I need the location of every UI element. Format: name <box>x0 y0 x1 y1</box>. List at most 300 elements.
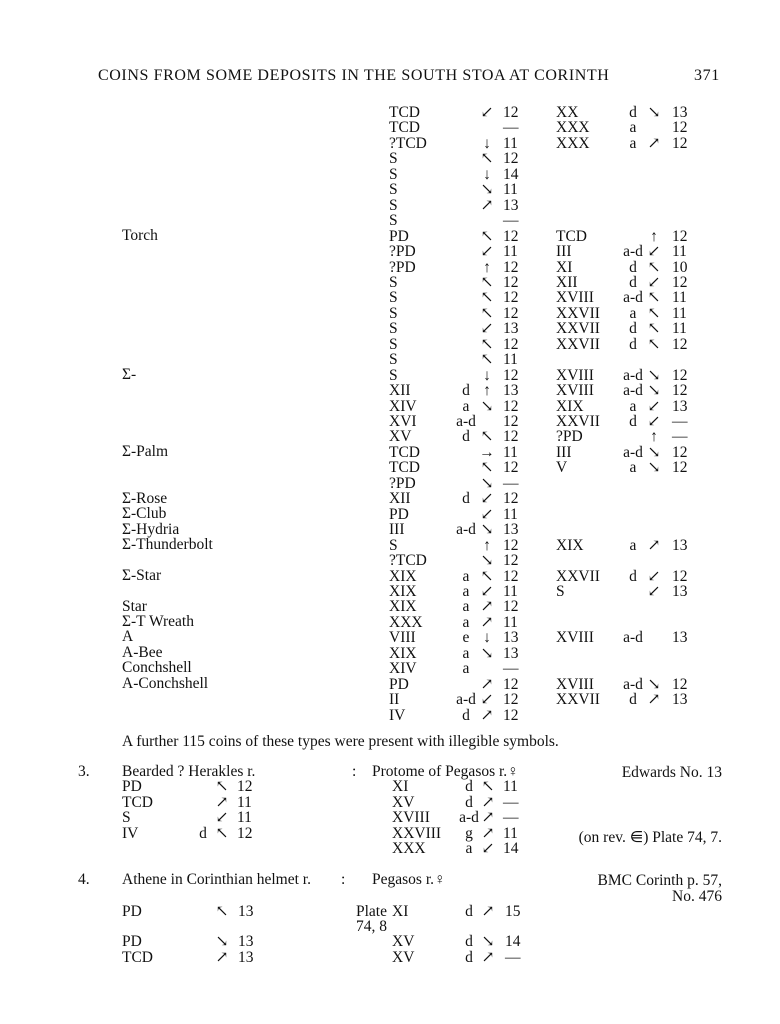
right-entry-state: a-d <box>623 382 643 399</box>
right-entry-die: XXVII <box>556 413 600 430</box>
left-entry-state: d <box>462 707 470 724</box>
right-entry-die: XVIII <box>556 382 594 399</box>
left-entry-value: 12 <box>503 289 519 306</box>
type-label-torch: Torch <box>122 227 158 244</box>
entry-3-reverse-value: 11 <box>503 778 518 795</box>
entry-4-obverse-title: Athene in Corinthian helmet r. <box>122 871 311 888</box>
entry-3-obverse-die: S <box>122 809 131 826</box>
right-entry-axis-arrow-icon: ↖ <box>647 259 661 276</box>
left-entry-axis-arrow-icon: ↙ <box>480 506 494 523</box>
left-entry-die: S <box>389 274 398 291</box>
entry-4-obverse-value: 13 <box>238 903 254 920</box>
left-entry-value: 11 <box>503 243 518 260</box>
right-entry-axis-arrow-icon: ↙ <box>647 568 661 585</box>
entry-4-obverse-axis-arrow-icon: ↘ <box>215 933 229 950</box>
left-entry-die: S <box>389 351 398 368</box>
entry-4-separator: : <box>341 871 346 888</box>
right-entry-state: a <box>629 135 637 152</box>
left-entry-axis-arrow-icon: ↗ <box>480 197 494 214</box>
left-entry-die: XIX <box>389 645 417 662</box>
right-entry-axis-arrow-icon: ↖ <box>647 320 661 337</box>
left-entry-die: S <box>389 289 398 306</box>
entry-4-reverse-axis-arrow-icon: ↗ <box>481 903 495 920</box>
right-entry-axis-arrow-icon: ↗ <box>647 537 661 554</box>
entry-4-obverse-die: PD <box>122 933 142 950</box>
entry-4-reverse-die: XV <box>392 933 415 950</box>
right-entry-axis-arrow-icon: ↘ <box>647 676 661 693</box>
left-entry-axis-arrow-icon: ↘ <box>480 521 494 538</box>
type-label-a-conchshell: A-Conchshell <box>122 675 209 692</box>
type-label-sigma-star: Σ-Star <box>122 567 162 584</box>
right-entry-axis-arrow-icon: ↘ <box>647 459 661 476</box>
left-entry-axis-arrow-icon: ↗ <box>480 676 494 693</box>
right-entry-state: d <box>629 568 637 585</box>
right-entry-value: 13 <box>672 537 688 554</box>
right-entry-value: 11 <box>672 305 687 322</box>
right-entry-die: XI <box>556 259 573 276</box>
left-entry-state: a <box>462 614 470 631</box>
left-entry-die: XIV <box>389 660 417 677</box>
left-entry-die: S <box>389 197 398 214</box>
running-title: COINS FROM SOME DEPOSITS IN THE SOUTH STOA AT CORINTH <box>98 67 610 84</box>
right-entry-value: 12 <box>672 274 688 291</box>
left-entry-value: 11 <box>503 135 518 152</box>
left-entry-axis-arrow-icon: ↙ <box>480 104 494 121</box>
left-entry-value: 12 <box>503 150 519 167</box>
entry-4-obverse-die: PD <box>122 903 142 920</box>
left-entry-die: TCD <box>389 444 420 461</box>
left-entry-die: ?PD <box>389 243 416 260</box>
type-label-sigma-club: Σ-Club <box>122 505 167 522</box>
right-entry-state: a-d <box>623 444 643 461</box>
right-entry-value: 13 <box>672 583 688 600</box>
left-entry-value: 11 <box>503 351 518 368</box>
left-entry-die: PD <box>389 506 409 523</box>
left-entry-value: 13 <box>503 629 519 646</box>
left-entry-axis-arrow-icon: → <box>479 444 495 461</box>
left-entry-die: S <box>389 320 398 337</box>
left-entry-axis-arrow-icon: ↖ <box>480 150 494 167</box>
entry-4-reverse-value: 15 <box>505 903 521 920</box>
entry-3-reverse-die: XVIII <box>392 809 430 826</box>
right-entry-state: a <box>629 398 637 415</box>
left-entry-value: — <box>503 119 519 136</box>
right-entry-axis-arrow-icon: ↗ <box>647 691 661 708</box>
type-label-a: A <box>122 628 134 645</box>
table-footnote: A further 115 coins of these types were present with illegible symbols. <box>122 733 559 750</box>
type-label-star: Star <box>122 598 147 615</box>
entry-4-reference-line-2: No. 476 <box>672 888 722 905</box>
left-entry-value: 12 <box>503 274 519 291</box>
left-entry-axis-arrow-icon: ↑ <box>483 382 491 399</box>
left-entry-axis-arrow-icon: ↓ <box>483 367 491 384</box>
left-entry-value: 12 <box>503 459 519 476</box>
entry-3-obverse-die: IV <box>122 825 139 842</box>
entry-3-reverse-value: — <box>503 809 519 826</box>
right-entry-state: a-d <box>623 367 643 384</box>
right-entry-value: 12 <box>672 459 688 476</box>
entry-4-plate-number: 74, 8 <box>356 918 387 935</box>
right-entry-die: ?PD <box>556 428 583 445</box>
right-entry-value: 12 <box>672 444 688 461</box>
entry-3-reverse-value: 14 <box>503 840 519 857</box>
right-entry-axis-arrow-icon: ↘ <box>647 367 661 384</box>
entry-4-reverse-axis-arrow-icon: ↘ <box>481 933 495 950</box>
right-entry-die: XX <box>556 104 579 121</box>
left-entry-die: XIX <box>389 598 417 615</box>
entry-3-reverse-title: Protome of Pegasos r.♀ <box>372 763 519 780</box>
right-entry-value: — <box>672 413 688 430</box>
left-entry-axis-arrow-icon: ↗ <box>480 707 494 724</box>
entry-4-reverse-state: d <box>465 949 473 966</box>
left-entry-die: XII <box>389 382 411 399</box>
entry-3-reverse-die: XXVIII <box>392 825 442 842</box>
right-entry-die: XXX <box>556 119 590 136</box>
type-label-conchshell: Conchshell <box>122 659 192 676</box>
type-label-sigma-thunderbolt: Σ-Thunderbolt <box>122 536 213 553</box>
right-entry-state: d <box>629 259 637 276</box>
left-entry-die: XII <box>389 490 411 507</box>
left-entry-die: PD <box>389 228 409 245</box>
left-entry-value: 13 <box>503 521 519 538</box>
left-entry-value: 11 <box>503 506 518 523</box>
entry-4-obverse-axis-arrow-icon: ↖ <box>215 903 229 920</box>
right-entry-axis-arrow-icon: ↑ <box>650 428 658 445</box>
left-entry-die: ?PD <box>389 475 416 492</box>
left-entry-axis-arrow-icon: ↘ <box>480 552 494 569</box>
entry-3-reverse-axis-arrow-icon: ↖ <box>481 778 495 795</box>
left-entry-axis-arrow-icon: ↙ <box>480 583 494 600</box>
left-entry-die: S <box>389 150 398 167</box>
right-entry-state: a-d <box>623 676 643 693</box>
entry-3-plate-note: (on rev. ⋹) Plate 74, 7. <box>578 829 722 846</box>
left-entry-die: IV <box>389 707 406 724</box>
right-entry-value: 11 <box>672 289 687 306</box>
right-entry-axis-arrow-icon: ↙ <box>647 243 661 260</box>
left-entry-axis-arrow-icon: ↗ <box>480 614 494 631</box>
right-entry-die: III <box>556 243 572 260</box>
entry-3-reverse-die: XV <box>392 794 415 811</box>
left-entry-axis-arrow-icon: ↘ <box>480 398 494 415</box>
left-entry-value: 12 <box>503 552 519 569</box>
left-entry-state: d <box>462 382 470 399</box>
entry-3-obverse-value: 12 <box>237 825 253 842</box>
right-entry-state: d <box>629 413 637 430</box>
left-entry-value: 13 <box>503 382 519 399</box>
left-entry-die: TCD <box>389 459 420 476</box>
right-entry-die: XXVII <box>556 336 600 353</box>
left-entry-axis-arrow-icon: ↖ <box>480 428 494 445</box>
right-entry-value: 12 <box>672 336 688 353</box>
right-entry-value: 12 <box>672 119 688 136</box>
right-entry-die: XVIII <box>556 676 594 693</box>
right-entry-die: XVIII <box>556 289 594 306</box>
right-entry-die: XXX <box>556 135 590 152</box>
right-entry-value: — <box>672 428 688 445</box>
left-entry-die: ?TCD <box>389 135 427 152</box>
left-entry-value: 12 <box>503 413 519 430</box>
entry-4-plate-label: Plate <box>356 903 387 920</box>
right-entry-value: 12 <box>672 676 688 693</box>
left-entry-value: 13 <box>503 645 519 662</box>
left-entry-die: PD <box>389 676 409 693</box>
left-entry-axis-arrow-icon: ↖ <box>480 336 494 353</box>
left-entry-value: 12 <box>503 598 519 615</box>
entry-3-reverse-state: g <box>465 825 473 842</box>
type-label-sigma-hydria: Σ-Hydria <box>122 521 180 538</box>
left-entry-state: d <box>462 428 470 445</box>
left-entry-value: 11 <box>503 583 518 600</box>
right-entry-die: XXVII <box>556 568 600 585</box>
entry-3-reverse-state: a <box>465 840 473 857</box>
right-entry-axis-arrow-icon: ↑ <box>650 228 658 245</box>
left-entry-axis-arrow-icon: ↙ <box>480 691 494 708</box>
left-entry-axis-arrow-icon: ↑ <box>483 259 491 276</box>
right-entry-value: 13 <box>672 629 688 646</box>
entry-4-number: 4. <box>78 871 90 888</box>
entry-3-reference: Edwards No. 13 <box>621 764 722 781</box>
right-entry-die: XVIII <box>556 629 594 646</box>
left-entry-value: 12 <box>503 367 519 384</box>
type-label-a-bee: A-Bee <box>122 644 163 661</box>
entry-3-reverse-axis-arrow-icon: ↙ <box>481 840 495 857</box>
right-entry-die: XIX <box>556 537 584 554</box>
left-entry-die: S <box>389 336 398 353</box>
left-entry-die: XIX <box>389 583 417 600</box>
left-entry-value: 12 <box>503 428 519 445</box>
right-entry-value: 12 <box>672 228 688 245</box>
entry-3-obverse-axis-arrow-icon: ↖ <box>215 825 229 842</box>
left-entry-state: a <box>462 583 470 600</box>
left-entry-value: 14 <box>503 166 519 183</box>
left-entry-value: 12 <box>503 707 519 724</box>
right-entry-die: XII <box>556 274 578 291</box>
entry-3-obverse-value: 11 <box>237 794 252 811</box>
entry-3-reverse-state: d <box>465 794 473 811</box>
right-entry-state: a <box>629 119 637 136</box>
right-entry-value: 12 <box>672 568 688 585</box>
type-label-sigma-rose: Σ-Rose <box>122 490 168 507</box>
left-entry-value: 11 <box>503 444 518 461</box>
entry-3-reverse-state: a-d <box>459 809 479 826</box>
entry-3-obverse-value: 11 <box>237 809 252 826</box>
left-entry-axis-arrow-icon: ↖ <box>480 228 494 245</box>
left-entry-state: a <box>462 398 470 415</box>
right-entry-axis-arrow-icon: ↙ <box>647 413 661 430</box>
right-entry-value: 13 <box>672 398 688 415</box>
page-number: 371 <box>694 67 720 84</box>
entry-4-reverse-die: XI <box>392 903 409 920</box>
right-entry-value: 13 <box>672 691 688 708</box>
left-entry-axis-arrow-icon: ↖ <box>480 351 494 368</box>
right-entry-value: 11 <box>672 320 687 337</box>
right-entry-state: d <box>629 274 637 291</box>
right-entry-die: XIX <box>556 398 584 415</box>
left-entry-die: S <box>389 367 398 384</box>
right-entry-state: a-d <box>623 629 643 646</box>
right-entry-value: 10 <box>672 259 688 276</box>
type-label-sigma-palm: Σ-Palm <box>122 443 169 460</box>
right-entry-state: a-d <box>623 243 643 260</box>
left-entry-value: 11 <box>503 614 518 631</box>
entry-3-obverse-axis-arrow-icon: ↙ <box>215 809 229 826</box>
entry-3-obverse-die: PD <box>122 778 142 795</box>
entry-3-reverse-axis-arrow-icon: ↗ <box>481 809 495 826</box>
left-entry-die: S <box>389 537 398 554</box>
type-label-sigma: Σ- <box>122 366 137 383</box>
left-entry-die: S <box>389 212 398 229</box>
entry-3-reverse-state: d <box>465 778 473 795</box>
left-entry-state: d <box>462 490 470 507</box>
right-entry-axis-arrow-icon: ↖ <box>647 336 661 353</box>
left-entry-axis-arrow-icon: ↗ <box>480 598 494 615</box>
left-entry-value: 12 <box>503 537 519 554</box>
right-entry-die: XXVII <box>556 691 600 708</box>
right-entry-value: 11 <box>672 243 687 260</box>
entry-3-separator: : <box>352 763 357 780</box>
left-entry-state: e <box>462 629 470 646</box>
right-entry-axis-arrow-icon: ↘ <box>647 104 661 121</box>
left-entry-axis-arrow-icon: ↙ <box>480 320 494 337</box>
left-entry-state: a <box>462 568 470 585</box>
left-entry-axis-arrow-icon: ↘ <box>480 181 494 198</box>
right-entry-state: a-d <box>623 289 643 306</box>
left-entry-state: a-d <box>456 413 476 430</box>
left-entry-state: a <box>462 645 470 662</box>
entry-4-reverse-state: d <box>465 933 473 950</box>
entry-3-reverse-die: XXX <box>392 840 426 857</box>
left-entry-axis-arrow-icon: ↙ <box>480 490 494 507</box>
entry-3-reverse-axis-arrow-icon: ↗ <box>481 825 495 842</box>
left-entry-axis-arrow-icon: ↖ <box>480 459 494 476</box>
left-entry-axis-arrow-icon: ↓ <box>483 629 491 646</box>
left-entry-axis-arrow-icon: ↘ <box>480 645 494 662</box>
left-entry-state: a-d <box>456 691 476 708</box>
left-entry-value: — <box>503 212 519 229</box>
entry-4-obverse-value: 13 <box>238 949 254 966</box>
left-entry-die: II <box>389 691 400 708</box>
entry-3-obverse-axis-arrow-icon: ↗ <box>215 794 229 811</box>
left-entry-value: 12 <box>503 691 519 708</box>
left-entry-value: 12 <box>503 104 519 121</box>
left-entry-axis-arrow-icon: ↖ <box>480 568 494 585</box>
left-entry-die: XV <box>389 428 412 445</box>
right-entry-die: XXVII <box>556 305 600 322</box>
right-entry-axis-arrow-icon: ↙ <box>647 274 661 291</box>
right-entry-axis-arrow-icon: ↙ <box>647 398 661 415</box>
right-entry-die: XVIII <box>556 367 594 384</box>
right-entry-state: d <box>629 336 637 353</box>
right-entry-value: 12 <box>672 367 688 384</box>
left-entry-value: 12 <box>503 305 519 322</box>
left-entry-die: S <box>389 305 398 322</box>
left-entry-die: ?TCD <box>389 552 427 569</box>
entry-3-obverse-axis-arrow-icon: ↖ <box>215 778 229 795</box>
left-entry-die: XVI <box>389 413 417 430</box>
right-entry-axis-arrow-icon: ↘ <box>647 444 661 461</box>
entry-3-obverse-die: TCD <box>122 794 153 811</box>
left-entry-state: a-d <box>456 521 476 538</box>
right-entry-state: a <box>629 459 637 476</box>
type-label-sigma-t-wreath: Σ-T Wreath <box>122 613 194 630</box>
left-entry-axis-arrow-icon: ↖ <box>480 274 494 291</box>
entry-4-reverse-value: 14 <box>505 933 521 950</box>
right-entry-die: XXVII <box>556 320 600 337</box>
left-entry-axis-arrow-icon: ↖ <box>480 289 494 306</box>
left-entry-axis-arrow-icon: ↓ <box>483 166 491 183</box>
entry-4-reverse-title: Pegasos r.♀ <box>372 871 446 888</box>
left-entry-value: 12 <box>503 568 519 585</box>
left-entry-die: S <box>389 181 398 198</box>
entry-3-reverse-die: XI <box>392 778 409 795</box>
right-entry-axis-arrow-icon: ↙ <box>647 583 661 600</box>
right-entry-value: 12 <box>672 382 688 399</box>
right-entry-state: d <box>629 320 637 337</box>
left-entry-value: — <box>503 475 519 492</box>
right-entry-axis-arrow-icon: ↖ <box>647 289 661 306</box>
right-entry-axis-arrow-icon: ↖ <box>647 305 661 322</box>
entry-3-obverse-value: 12 <box>237 778 253 795</box>
left-entry-die: VIII <box>389 629 416 646</box>
left-entry-die: TCD <box>389 119 420 136</box>
entry-4-reverse-axis-arrow-icon: ↗ <box>481 949 495 966</box>
right-entry-state: d <box>629 691 637 708</box>
left-entry-value: 12 <box>503 398 519 415</box>
left-entry-die: XIV <box>389 398 417 415</box>
left-entry-die: III <box>389 521 405 538</box>
left-entry-value: 12 <box>503 490 519 507</box>
entry-4-reference-line-1: BMC Corinth p. 57, <box>597 872 722 889</box>
left-entry-value: 12 <box>503 336 519 353</box>
right-entry-state: d <box>629 104 637 121</box>
entry-4-reverse-state: d <box>465 903 473 920</box>
entry-3-obverse-state: d <box>199 825 207 842</box>
left-entry-value: 12 <box>503 259 519 276</box>
right-entry-axis-arrow-icon: ↗ <box>647 135 661 152</box>
right-entry-axis-arrow-icon: ↘ <box>647 382 661 399</box>
left-entry-die: S <box>389 166 398 183</box>
entry-3-reverse-value: — <box>503 794 519 811</box>
left-entry-axis-arrow-icon: ↑ <box>483 537 491 554</box>
entry-3-number: 3. <box>78 763 90 780</box>
entry-4-reverse-die: XV <box>392 949 415 966</box>
right-entry-die: V <box>556 459 568 476</box>
entry-4-obverse-axis-arrow-icon: ↗ <box>215 949 229 966</box>
left-entry-state: a <box>462 598 470 615</box>
left-entry-axis-arrow-icon: ↓ <box>483 135 491 152</box>
left-entry-value: 13 <box>503 320 519 337</box>
left-entry-value: 12 <box>503 228 519 245</box>
left-entry-axis-arrow-icon: ↙ <box>480 243 494 260</box>
left-entry-value: 13 <box>503 197 519 214</box>
left-entry-state: a <box>462 660 470 677</box>
right-entry-die: III <box>556 444 572 461</box>
left-entry-value: 11 <box>503 181 518 198</box>
left-entry-value: 12 <box>503 676 519 693</box>
entry-4-reverse-value: — <box>505 949 521 966</box>
left-entry-die: XXX <box>389 614 423 631</box>
right-entry-state: a <box>629 537 637 554</box>
left-entry-die: TCD <box>389 104 420 121</box>
left-entry-die: ?PD <box>389 259 416 276</box>
entry-4-obverse-die: TCD <box>122 949 153 966</box>
right-entry-value: 13 <box>672 104 688 121</box>
left-entry-axis-arrow-icon: ↘ <box>480 475 494 492</box>
entry-3-obverse-title: Bearded ? Herakles r. <box>122 763 256 780</box>
left-entry-die: XIX <box>389 568 417 585</box>
right-entry-die: TCD <box>556 228 587 245</box>
right-entry-value: 12 <box>672 135 688 152</box>
